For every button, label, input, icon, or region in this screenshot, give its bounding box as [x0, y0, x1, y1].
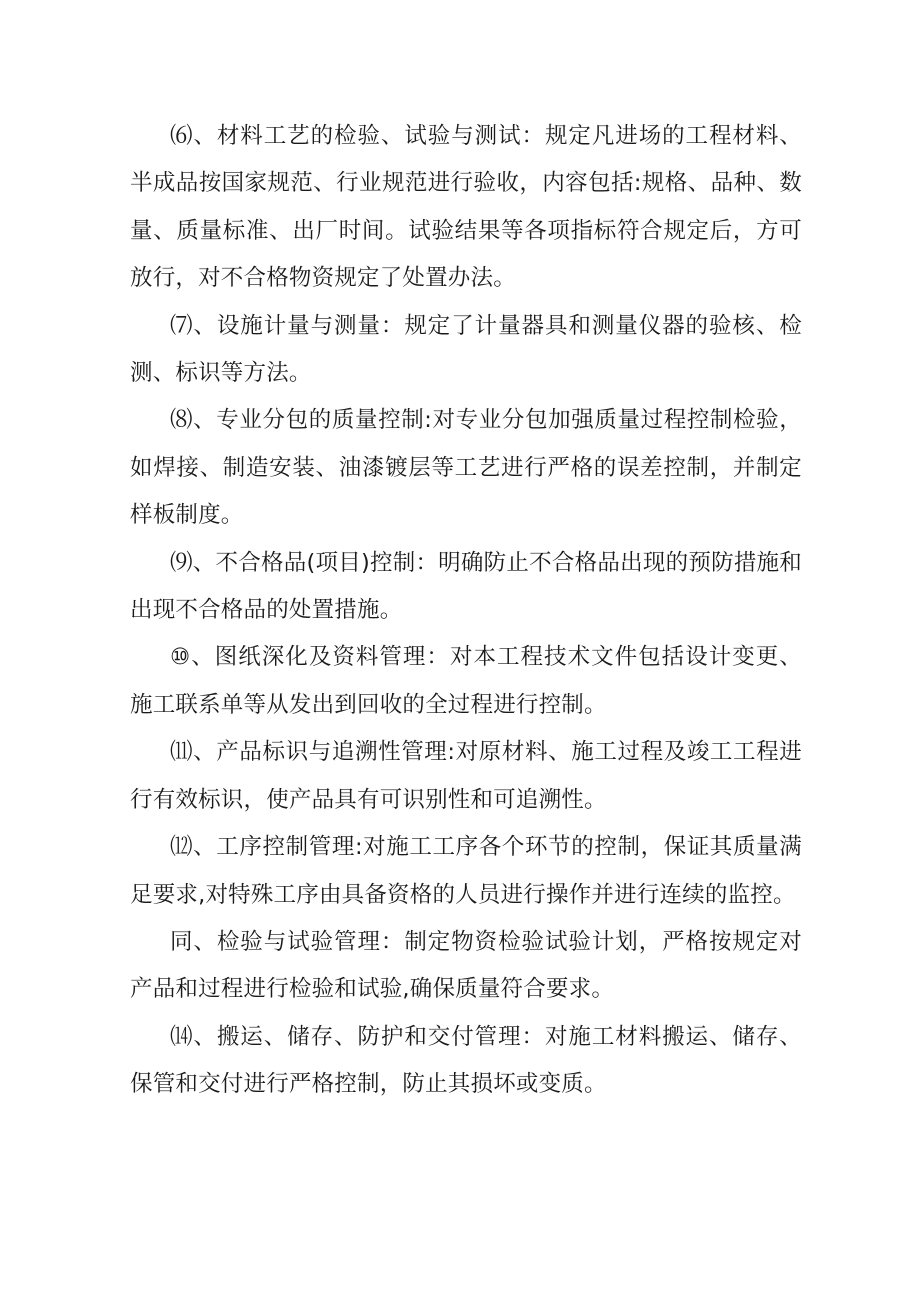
paragraph-9: ⑼、不合格品(项目)控制：明确防止不合格品出现的预防措施和出现不合格品的处置措施。: [130, 549, 802, 624]
paragraph-7: ⑺、设施计量与测量：规定了计量器具和测量仪器的验核、检测、标识等方法。: [130, 312, 802, 387]
paragraph-6: ⑹、材料工艺的检验、试验与测试：规定凡进场的工程材料、半成品按国家规范、行业规范进行验收，内容包括:规格、品种、数量、质量标准、出厂时间。试验结果等各项指标符合规定后，方可放行，对不合格物资规定了处置办法。: [130, 123, 802, 292]
paragraph-11: ⑾、产品标识与追溯性管理:对原材料、施工过程及竣工工程进行有效标识，使产品具有可识别性和可追溯性。: [130, 739, 802, 813]
paragraph-14: ⒁、搬运、储存、防护和交付管理：对施工材料搬运、储存、保管和交付进行严格控制，防止其损坏或变质。: [130, 1023, 802, 1098]
paragraph-8: ⑻、专业分包的质量控制:对专业分包加强质量过程控制检验，如焊接、制造安装、油漆镀层等工艺进行严格的误差控制，并制定样板制度。: [130, 407, 802, 529]
paragraph-12: ⑿、工序控制管理:对施工工序各个环节的控制，保证其质量满足要求,对特殊工序由具备资格的人员进行操作并进行连续的监控。: [130, 834, 802, 908]
document-body: [130, 113, 802, 1109]
paragraph-13: 同、检验与试验管理：制定物资检验试验计划，严格按规定对产品和过程进行检验和试验,确保质量符合要求。: [130, 928, 802, 1003]
paragraph-10: ⑩、图纸深化及资料管理：对本工程技术文件包括设计变更、施工联系单等从发出到回收的全过程进行控制。: [130, 644, 802, 718]
